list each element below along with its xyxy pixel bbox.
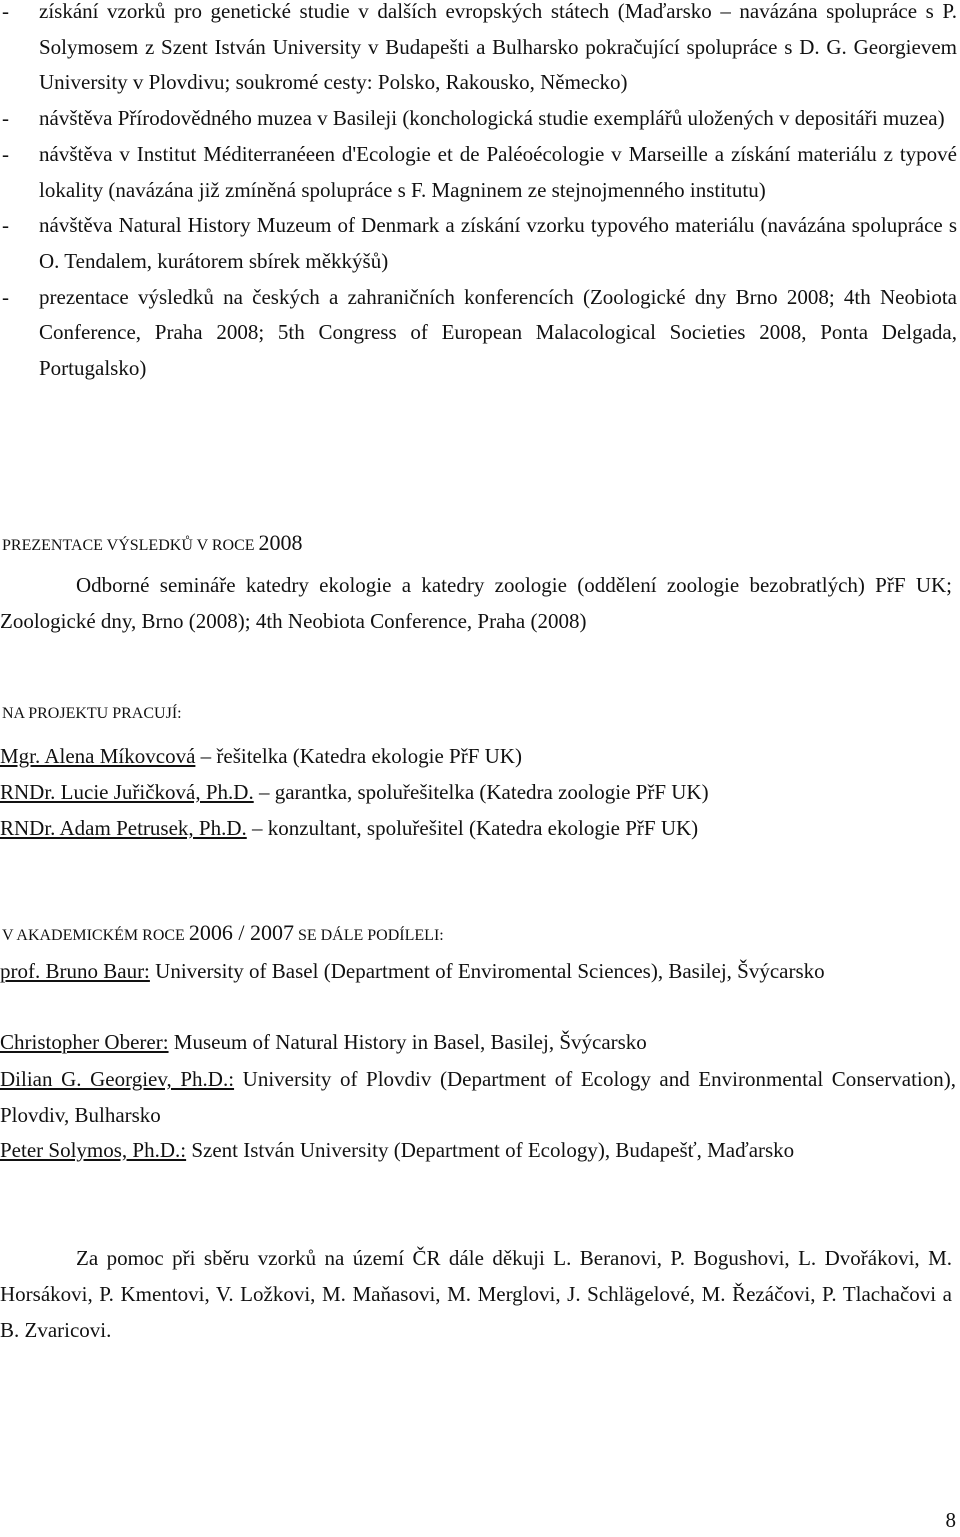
bullet-text: návštěva Přírodovědného muzea v Basileji (konchologická studie exemplářů uložených v depositáři muzea)	[39, 106, 945, 131]
bullet-item-genetic-samples	[0, 0, 957, 101]
heading-akademicky-years: 2006 / 2007	[188, 920, 294, 945]
collaborator-info: Szent István University (Department of Ecology), Budapešť, Maďarsko	[186, 1138, 795, 1162]
bullet-text: prezentace výsledků na českých a zahraničních konferencích (Zoologické dny Brno 2008; 4th Neobiota Conference, Praha 2008; 5th Congress of European Malacological Societies 2008, Ponta Delgada, Portugalsko)	[39, 284, 957, 381]
team-member	[0, 811, 956, 847]
collaborator	[0, 954, 956, 990]
heading-akademicky-pre: V AKADEMICKÉM ROCE	[2, 927, 185, 944]
team-member-name: RNDr. Adam Petrusek, Ph.D.	[0, 816, 247, 840]
heading-akademicky-post: SE DÁLE PODÍLELI:	[297, 927, 444, 944]
collaborator-name: Peter Solymos, Ph.D.:	[0, 1138, 187, 1162]
heading-projekt: NA PROJEKTU PRACUJÍ:	[2, 705, 182, 722]
collaborator-info: University of Basel (Department of Enviromental Sciences), Basilej, Švýcarsko	[149, 959, 825, 983]
bullet-item-basel-museum	[0, 101, 957, 137]
collaborator-name: prof. Bruno Baur:	[0, 959, 150, 983]
collaborator	[0, 1062, 956, 1133]
collaborator	[0, 1133, 956, 1169]
collaborator-name: Dilian G. Georgiev, Ph.D.:	[0, 1067, 235, 1091]
heading-akademicky	[2, 920, 444, 946]
bullet-text: získání vzorků pro genetické studie v dalších evropských státech (Maďarsko – navázána spolupráce s P. Solymosem z Szent István University v Budapešti a Bulharsko pokračující spolupráce s D. G. Georgievem University v Plovdivu; soukromé cesty: Polsko, Rakousko, Německo)	[39, 0, 957, 95]
team-member-role: – konzultant, spoluřešitel (Katedra ekologie PřF UK)	[246, 816, 699, 840]
bullet-marker: -	[2, 284, 9, 309]
bullet-text: návštěva Natural History Muzeum of Denmark a získání vzorku typového materiálu (navázána spolupráce s O. Tendalem, kurátorem sbírek měkkýšů)	[39, 213, 957, 273]
page-number: 8	[945, 1508, 956, 1532]
acknowledgement-paragraph: Za pomoc při sběru vzorků na území ČR dále děkuji L. Beranovi, P. Bogushovi, L. Dvořákovi, M. Horsákovi, P. Kmentovi, V. Ložkovi, M. Maňasovi, M. Merglovi, J. Schlägelové, M. Řezáčovi, P. Tlachačovi a B. Zvaricovi.	[0, 1246, 952, 1342]
collaborator	[0, 1025, 956, 1061]
prezentace-paragraph: Odborné semináře katedry ekologie a katedry zoologie (oddělení zoologie bezobratlých) PřF UK; Zoologické dny, Brno (2008); 4th Neobiota Conference, Praha (2008)	[0, 573, 952, 633]
bullet-marker: -	[2, 106, 9, 131]
bullet-marker: -	[2, 141, 9, 166]
team-member	[0, 739, 956, 775]
team-member-name: Mgr. Alena Míkovcová	[0, 744, 196, 768]
bullet-text: návštěva v Institut Méditerranéeen d'Ecologie et de Paléoécologie v Marseille a získání materiálu z typové lokality (navázána již zmíněná spolupráce s F. Magninem ze stejnojmenného institutu)	[39, 141, 957, 202]
bullet-marker: -	[2, 213, 9, 238]
collaborator-info: University of Plovdiv (Department of Ecology and Environmental Conservation), Plovdiv, Bulharsko	[0, 1067, 956, 1127]
team-member-name: RNDr. Lucie Juřičková, Ph.D.	[0, 780, 254, 804]
team-member	[0, 775, 956, 811]
heading-prezentace-text: PREZENTACE VÝSLEDKŮ V ROCE	[2, 537, 255, 554]
heading-prezentace-year: 2008	[258, 530, 303, 555]
team-member-role: – řešitelka (Katedra ekologie PřF UK)	[195, 744, 522, 768]
bullet-marker: -	[2, 0, 9, 23]
bullet-item-denmark-museum	[0, 208, 957, 279]
bullet-item-marseille-institute	[0, 137, 957, 208]
collaborator-name: Christopher Oberer:	[0, 1030, 169, 1054]
bullet-list	[0, 0, 957, 393]
bullet-item-conferences	[0, 280, 957, 387]
heading-prezentace	[2, 530, 303, 556]
team-member-role: – garantka, spoluřešitelka (Katedra zoologie PřF UK)	[253, 780, 709, 804]
collaborator-info: Museum of Natural History in Basel, Basilej, Švýcarsko	[168, 1030, 647, 1054]
